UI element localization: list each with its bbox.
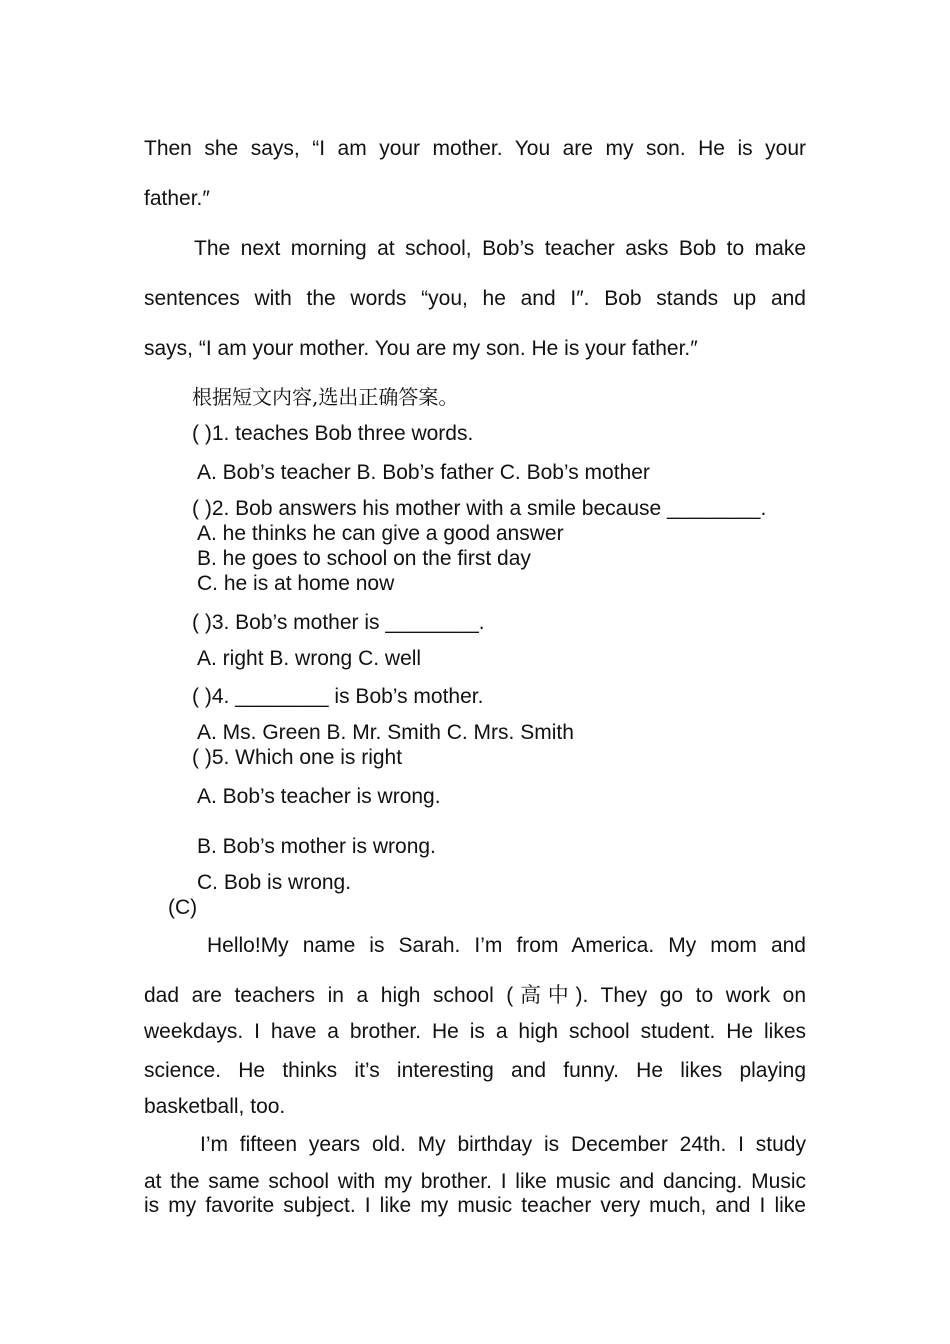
section-c-p1-line2: dad are teachers in a high school (高中). They go to work on — [144, 984, 806, 1007]
section-c-p2-line3: is my favorite subject. I like my music teacher very much, and I like — [144, 1194, 806, 1217]
section-c-p1-line1: Hello!My name is Sarah. I’m from America. My mom and — [207, 934, 806, 957]
story-b-p2-line3: says, “I am your mother. You are my son. He is your father.″ — [144, 337, 698, 360]
question-5-option-b: B. Bob’s mother is wrong. — [197, 835, 436, 858]
question-4-options: A. Ms. Green B. Mr. Smith C. Mrs. Smith — [197, 721, 574, 744]
question-2-option-b: B. he goes to school on the first day — [197, 547, 531, 570]
story-b-p2-line2: sentences with the words “you, he and I″. Bob stands up and — [144, 287, 806, 310]
section-c-p2-line2: at the same school with my brother. I like music and dancing. Music — [144, 1170, 806, 1193]
section-c-p1-line5: basketball, too. — [144, 1095, 286, 1118]
question-3-options: A. right B. wrong C. well — [197, 647, 422, 670]
story-b-p2-line1: The next morning at school, Bob’s teacher asks Bob to make — [194, 237, 806, 260]
section-c-p2-line1: I’m fifteen years old. My birthday is December 24th. I study — [200, 1133, 806, 1156]
question-5-option-a: A. Bob’s teacher is wrong. — [197, 785, 441, 808]
question-4-stem: ( )4. ________ is Bob’s mother. — [192, 685, 484, 708]
question-5-stem: ( )5. Which one is right — [192, 746, 403, 769]
section-c-p1-line4: science. He thinks it’s interesting and funny. He likes playing — [144, 1059, 806, 1082]
question-2-option-c: C. he is at home now — [197, 572, 395, 595]
story-b-p1-line2: father.″ — [144, 187, 210, 210]
question-1-stem: ( )1. teaches Bob three words. — [192, 422, 474, 445]
instruction: 根据短文内容,选出正确答案。 — [192, 385, 459, 409]
question-2-stem: ( )2. Bob answers his mother with a smile because ________. — [192, 497, 767, 520]
question-5-option-c: C. Bob is wrong. — [197, 871, 352, 894]
question-2-option-a: A. he thinks he can give a good answer — [197, 522, 564, 545]
question-3-stem: ( )3. Bob’s mother is ________. — [192, 611, 485, 634]
question-1-options: A. Bob’s teacher B. Bob’s father C. Bob’s mother — [197, 461, 650, 484]
story-b-p1-line1: Then she says, “I am your mother. You are my son. He is your — [144, 137, 806, 160]
section-c-p1-line3: weekdays. I have a brother. He is a high school student. He likes — [144, 1020, 806, 1043]
section-c-label: (C) — [168, 896, 198, 919]
